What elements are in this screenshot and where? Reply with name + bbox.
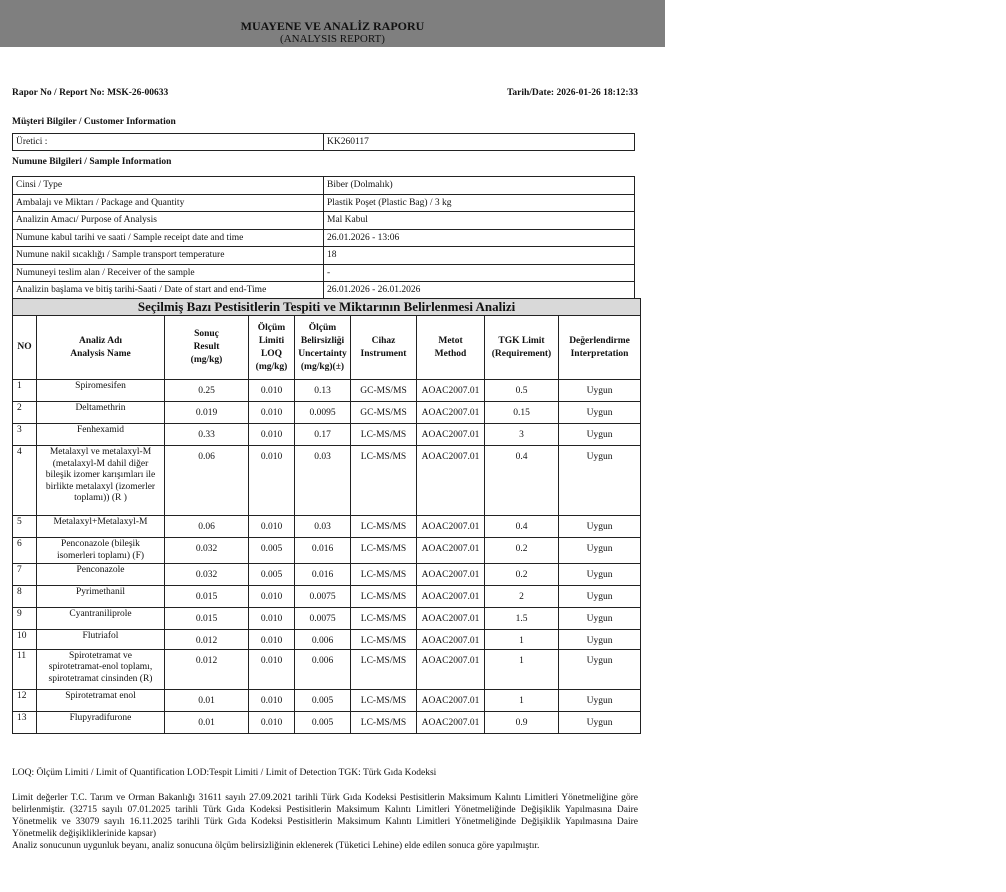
cell-tgk-limit: 1	[485, 630, 559, 650]
cell-loq: 0.005	[249, 538, 295, 564]
report-number	[12, 88, 168, 98]
cell-analysis-name	[37, 516, 165, 538]
analysis-name-line: Metalaxyl+Metalaxyl-M	[53, 517, 148, 527]
cell-loq: 0.010	[249, 649, 295, 689]
column-header-line: TGK Limit	[498, 335, 545, 346]
sample-info-label: Cinsi / Type	[13, 177, 324, 195]
cell-instrument: LC-MS/MS	[351, 689, 417, 711]
cell-method: AOAC2007.01	[417, 586, 485, 608]
column-header-interpretation	[559, 316, 641, 380]
analysis-name-line: Fenhexamid	[77, 425, 124, 435]
sample-table	[12, 176, 635, 300]
table-row	[13, 608, 641, 630]
sample-info-label: Analizin başlama ve bitiş tarihi-Saati / Date of start and end-Time	[13, 282, 324, 300]
cell-result: 0.015	[165, 608, 249, 630]
cell-uncertainty: 0.0075	[295, 608, 351, 630]
cell-interpretation: Uygun	[559, 424, 641, 446]
cell-method: AOAC2007.01	[417, 711, 485, 733]
cell-loq: 0.010	[249, 586, 295, 608]
cell-instrument: LC-MS/MS	[351, 711, 417, 733]
analysis-name-line: spirotetramat-enol toplamı,	[48, 662, 153, 672]
analysis-name-line: toplamı)) (R )	[74, 493, 127, 503]
cell-interpretation: Uygun	[559, 586, 641, 608]
cell-method: AOAC2007.01	[417, 538, 485, 564]
column-header-no	[13, 316, 37, 380]
cell-method: AOAC2007.01	[417, 630, 485, 650]
report-number-value: MSK-26-00633	[107, 88, 169, 98]
report-title: MUAYENE VE ANALİZ RAPORU	[240, 19, 425, 33]
sample-info-value: -	[324, 264, 635, 282]
column-header-instrument	[351, 316, 417, 380]
cell-tgk-limit: 0.2	[485, 538, 559, 564]
cell-tgk-limit: 0.4	[485, 446, 559, 516]
cell-instrument: LC-MS/MS	[351, 538, 417, 564]
footer-conformity: Analiz sonucunun uygunluk beyanı, analiz sonucuna ölçüm belirsizliğinin eklenerek (Tüketici Lehine) elde edilen sonuca göre yapılmıştır.	[12, 841, 540, 851]
cell-method: AOAC2007.01	[417, 402, 485, 424]
cell-analysis-name	[37, 380, 165, 402]
cell-result: 0.015	[165, 586, 249, 608]
column-header-line: (mg/kg)	[190, 355, 223, 365]
cell-tgk-limit: 3	[485, 424, 559, 446]
cell-result: 0.019	[165, 402, 249, 424]
cell-tgk-limit: 1.5	[485, 608, 559, 630]
column-header-line: Belirsizliği	[300, 335, 345, 346]
footer-note: Limit değerler T.C. Tarım ve Orman Bakanlığı 31611 sayılı 27.09.2021 tarihli Türk Gıda Kodeksi Pestisitlerin Maksimum Kalıntı Limitleri Yönetmeliğine göre belirlenmiştir. (32715 sayılı 07.01.2025 tarihli Türk Gıda Kodeksi Pestisitlerin Maksimum Kalıntı Limitleri Yönetmeliğinde Değişiklik Yapılmasına Daire Yönetmelik ve 33079 sayılı 16.11.2025 tarihli Türk Gıda Kodeksi Pestisitlerin Maksimum Kalıntı Limitleri Yönetmeliğinde Değişiklik Yapılmasına Daire Yönetmelik değişikliklerinide kapsar)	[12, 793, 638, 839]
sample-info-value: 18	[324, 247, 635, 265]
sample-info-row	[13, 194, 635, 212]
cell-method: AOAC2007.01	[417, 649, 485, 689]
cell-analysis-name	[37, 424, 165, 446]
cell-interpretation: Uygun	[559, 630, 641, 650]
cell-uncertainty: 0.005	[295, 689, 351, 711]
cell-tgk-limit: 1	[485, 649, 559, 689]
sample-info-label: Numune kabul tarihi ve saati / Sample receipt date and time	[13, 229, 324, 247]
column-header-method	[417, 316, 485, 380]
cell-loq: 0.010	[249, 424, 295, 446]
cell-uncertainty: 0.006	[295, 649, 351, 689]
cell-tgk-limit: 0.9	[485, 711, 559, 733]
table-row	[13, 649, 641, 689]
cell-uncertainty: 0.03	[295, 446, 351, 516]
cell-interpretation: Uygun	[559, 538, 641, 564]
cell-no: 1	[13, 380, 37, 402]
analysis-name-line: Penconazole (bileşik	[61, 539, 140, 549]
cell-uncertainty: 0.13	[295, 380, 351, 402]
cell-method: AOAC2007.01	[417, 516, 485, 538]
column-header-line: Ölçüm	[308, 322, 337, 333]
column-header-analysis-name	[37, 316, 165, 380]
cell-no: 10	[13, 630, 37, 650]
sample-info-row	[13, 229, 635, 247]
customer-info-label: Üretici :	[13, 134, 324, 151]
sample-info-row	[13, 177, 635, 195]
analysis-name-line: Spiromesifen	[75, 381, 126, 391]
analysis-name-line: Cyantraniliprole	[69, 609, 132, 619]
cell-result: 0.012	[165, 630, 249, 650]
table-row	[13, 564, 641, 586]
cell-analysis-name	[37, 608, 165, 630]
cell-method: AOAC2007.01	[417, 689, 485, 711]
analysis-name-line: isomerleri toplamı) (F)	[56, 550, 145, 561]
customer-heading: Müşteri Bilgiler / Customer Information	[12, 117, 176, 127]
column-header-line: Instrument	[360, 348, 407, 359]
cell-instrument: LC-MS/MS	[351, 608, 417, 630]
sample-info-row	[13, 264, 635, 282]
cell-analysis-name	[37, 564, 165, 586]
cell-tgk-limit: 2	[485, 586, 559, 608]
cell-uncertainty: 0.03	[295, 516, 351, 538]
cell-result: 0.032	[165, 538, 249, 564]
sample-info-row	[13, 212, 635, 230]
table-row	[13, 711, 641, 733]
cell-instrument: LC-MS/MS	[351, 649, 417, 689]
cell-result: 0.25	[165, 380, 249, 402]
cell-no: 2	[13, 402, 37, 424]
cell-method: AOAC2007.01	[417, 380, 485, 402]
column-header-line: (Requirement)	[491, 348, 552, 359]
cell-instrument: LC-MS/MS	[351, 424, 417, 446]
cell-instrument: LC-MS/MS	[351, 586, 417, 608]
cell-interpretation: Uygun	[559, 649, 641, 689]
cell-interpretation: Uygun	[559, 516, 641, 538]
cell-method: AOAC2007.01	[417, 424, 485, 446]
analysis-name-line: Spirotetramat ve	[68, 650, 133, 661]
customer-info-value: KK260117	[324, 134, 635, 151]
cell-no: 11	[13, 649, 37, 689]
cell-no: 9	[13, 608, 37, 630]
cell-analysis-name	[37, 711, 165, 733]
cell-method: AOAC2007.01	[417, 564, 485, 586]
report-header	[0, 0, 665, 47]
analysis-name-line: Deltamethrin	[75, 403, 126, 413]
cell-loq: 0.010	[249, 711, 295, 733]
cell-result: 0.01	[165, 711, 249, 733]
column-header-line: LOQ	[260, 348, 283, 359]
report-number-label: Rapor No / Report No:	[12, 88, 105, 98]
cell-no: 8	[13, 586, 37, 608]
cell-method: AOAC2007.01	[417, 608, 485, 630]
sample-info-row	[13, 282, 635, 300]
column-header-line: Uncertainty	[298, 348, 347, 359]
analysis-name-line: spirotetramat cinsinden (R)	[48, 673, 153, 684]
column-header-result	[165, 316, 249, 380]
cell-no: 12	[13, 689, 37, 711]
column-header-uncertainty	[295, 316, 351, 380]
cell-instrument: LC-MS/MS	[351, 446, 417, 516]
cell-analysis-name	[37, 649, 165, 689]
cell-analysis-name	[37, 538, 165, 564]
sample-info-value: 26.01.2026 - 26.01.2026	[324, 282, 635, 300]
column-header-line: Cihaz	[371, 335, 396, 346]
report-date-label: Tarih/Date:	[506, 88, 555, 98]
column-header-line: Interpretation	[570, 348, 629, 359]
report-date	[507, 88, 638, 98]
cell-tgk-limit: 0.5	[485, 380, 559, 402]
customer-info-row	[13, 134, 635, 151]
cell-analysis-name	[37, 402, 165, 424]
cell-uncertainty: 0.0095	[295, 402, 351, 424]
column-header-line: (mg/kg)	[255, 361, 288, 372]
footer-legend: LOQ: Ölçüm Limiti / Limit of Quantification LOD:Tespit Limiti / Limit of Detection TGK: Türk Gıda Kodeksi	[12, 768, 437, 778]
cell-analysis-name	[37, 630, 165, 650]
cell-instrument: LC-MS/MS	[351, 564, 417, 586]
analysis-name-line: Spirotetramat enol	[65, 690, 136, 701]
sample-heading: Numune Bilgileri / Sample Information	[12, 157, 172, 167]
sample-info-value: Biber (Dolmalık)	[324, 177, 635, 195]
column-header-line: Değerlendirme	[569, 335, 630, 346]
report-date-value: 2026-01-26 18:12:33	[556, 88, 638, 98]
analysis-name-line: birlikte metalaxyl (izomerler	[45, 481, 156, 492]
cell-uncertainty: 0.17	[295, 424, 351, 446]
sample-info-label: Numune nakil sıcaklığı / Sample transport temperature	[13, 247, 324, 265]
cell-loq: 0.005	[249, 564, 295, 586]
cell-uncertainty: 0.006	[295, 630, 351, 650]
cell-loq: 0.010	[249, 608, 295, 630]
column-header-loq	[249, 316, 295, 380]
analysis-name-line: Penconazole	[76, 565, 125, 575]
cell-instrument: GC-MS/MS	[351, 402, 417, 424]
cell-uncertainty: 0.005	[295, 711, 351, 733]
table-row	[13, 516, 641, 538]
table-row	[13, 630, 641, 650]
cell-interpretation: Uygun	[559, 689, 641, 711]
cell-loq: 0.010	[249, 516, 295, 538]
cell-interpretation: Uygun	[559, 608, 641, 630]
analysis-name-line: bileşik izomer karışımları ile	[45, 470, 156, 480]
cell-interpretation: Uygun	[559, 564, 641, 586]
cell-tgk-limit: 0.4	[485, 516, 559, 538]
cell-loq: 0.010	[249, 689, 295, 711]
cell-result: 0.032	[165, 564, 249, 586]
cell-analysis-name	[37, 446, 165, 516]
column-header-line: Limiti	[258, 335, 285, 346]
column-header-line: Result	[193, 342, 220, 352]
sample-info-label: Analizin Amacı/ Purpose of Analysis	[13, 212, 324, 230]
table-row	[13, 538, 641, 564]
cell-loq: 0.010	[249, 380, 295, 402]
table-row	[13, 446, 641, 516]
cell-no: 6	[13, 538, 37, 564]
cell-loq: 0.010	[249, 630, 295, 650]
analysis-name-line: Flupyradifurone	[69, 712, 132, 723]
results-title: Seçilmiş Bazı Pestisitlerin Tespiti ve Miktarının Belirlenmesi Analizi	[13, 299, 641, 316]
table-row	[13, 586, 641, 608]
sample-info-label: Numuneyi teslim alan / Receiver of the sample	[13, 264, 324, 282]
cell-instrument: GC-MS/MS	[351, 380, 417, 402]
cell-instrument: LC-MS/MS	[351, 516, 417, 538]
report-subtitle: (ANALYSIS REPORT)	[280, 33, 385, 45]
cell-interpretation: Uygun	[559, 402, 641, 424]
column-header-tgk-limit	[485, 316, 559, 380]
customer-table	[12, 133, 635, 151]
column-header-line: Metot	[438, 335, 463, 346]
cell-tgk-limit: 0.2	[485, 564, 559, 586]
table-row	[13, 402, 641, 424]
results-table	[12, 298, 641, 734]
cell-interpretation: Uygun	[559, 446, 641, 516]
cell-result: 0.33	[165, 424, 249, 446]
cell-tgk-limit: 1	[485, 689, 559, 711]
cell-tgk-limit: 0.15	[485, 402, 559, 424]
cell-method: AOAC2007.01	[417, 446, 485, 516]
cell-instrument: LC-MS/MS	[351, 630, 417, 650]
cell-analysis-name	[37, 586, 165, 608]
analysis-name-line: Pyrimethanil	[75, 587, 126, 597]
column-header-line: Analysis Name	[70, 348, 131, 359]
cell-no: 5	[13, 516, 37, 538]
cell-loq: 0.010	[249, 402, 295, 424]
column-header-line: (mg/kg)(±)	[300, 361, 345, 372]
table-row	[13, 424, 641, 446]
cell-analysis-name	[37, 689, 165, 711]
column-header-line: Sonuç	[194, 329, 219, 339]
sample-info-value: Plastik Poşet (Plastic Bag) / 3 kg	[324, 194, 635, 212]
cell-interpretation: Uygun	[559, 380, 641, 402]
column-header-line: Analiz Adı	[78, 335, 123, 346]
column-header-line: Ölçüm	[257, 322, 286, 333]
analysis-name-line: (metalaxyl-M dahil diğer	[52, 458, 149, 469]
cell-interpretation: Uygun	[559, 711, 641, 733]
sample-info-label: Ambalajı ve Miktarı / Package and Quantity	[13, 194, 324, 212]
cell-result: 0.01	[165, 689, 249, 711]
column-header-line: Method	[434, 348, 467, 359]
table-row	[13, 380, 641, 402]
cell-result: 0.012	[165, 649, 249, 689]
cell-no: 13	[13, 711, 37, 733]
cell-uncertainty: 0.016	[295, 538, 351, 564]
sample-info-value: Mal Kabul	[324, 212, 635, 230]
analysis-name-line: Flutriafol	[82, 631, 119, 641]
sample-info-value: 26.01.2026 - 13:06	[324, 229, 635, 247]
cell-result: 0.06	[165, 516, 249, 538]
cell-no: 7	[13, 564, 37, 586]
cell-result: 0.06	[165, 446, 249, 516]
cell-loq: 0.010	[249, 446, 295, 516]
cell-uncertainty: 0.0075	[295, 586, 351, 608]
cell-no: 3	[13, 424, 37, 446]
sample-info-row	[13, 247, 635, 265]
cell-uncertainty: 0.016	[295, 564, 351, 586]
cell-no: 4	[13, 446, 37, 516]
table-row	[13, 689, 641, 711]
column-header-line: NO	[17, 342, 32, 352]
analysis-name-line: Metalaxyl ve metalaxyl-M	[49, 447, 152, 457]
